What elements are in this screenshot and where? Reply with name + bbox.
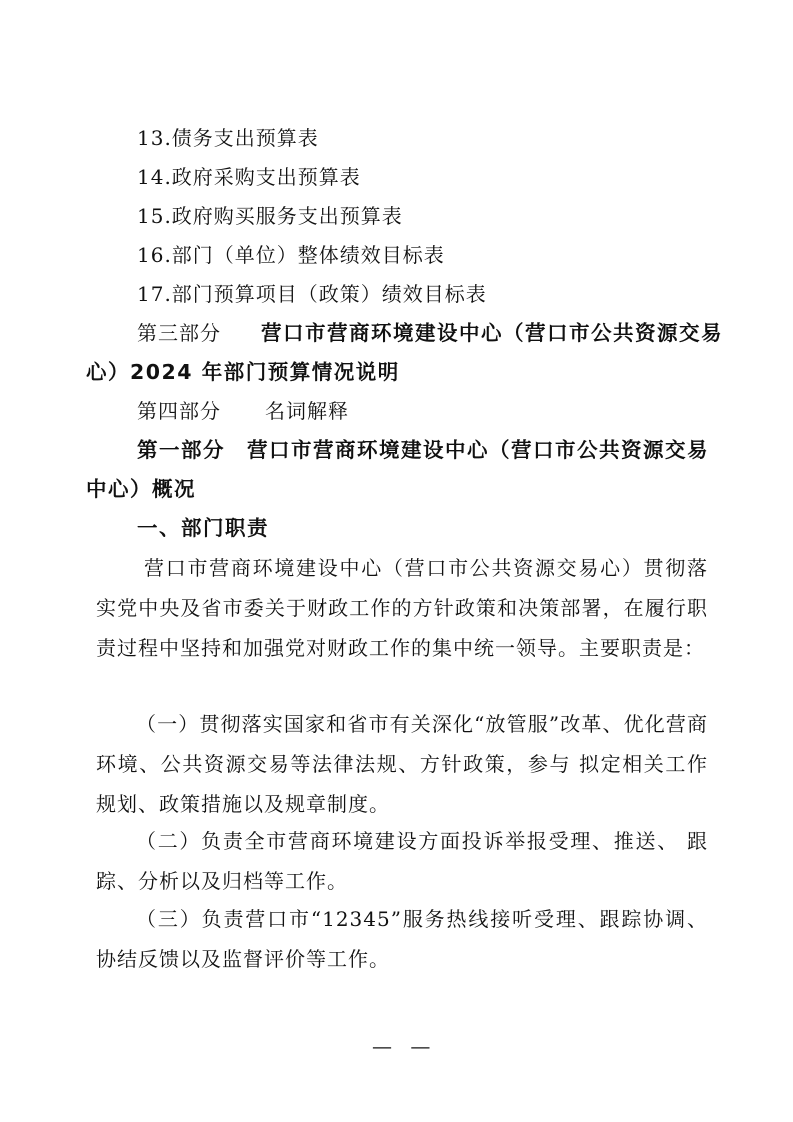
toc-item-16: 16.部门（单位）整体绩效目标表	[137, 243, 445, 267]
toc-part3-label: 第三部分	[137, 321, 221, 345]
toc-part3	[137, 321, 723, 345]
toc-item-15: 15.政府购买服务支出预算表	[137, 204, 403, 228]
toc-part3-title-line1: 营口市营商环境建设中心（营口市公共资源交易	[261, 321, 723, 345]
section1-heading-line2: 中心）概况	[86, 477, 196, 501]
duty-item-1: （一）贯彻落实国家和省市有关深化“放管服”改革、优化营商环境、公共资源交易等法律法规、方针政策，参与 拟定相关工作规划、政策措施以及规章制度。	[96, 712, 708, 816]
toc-part4-title: 名词解释	[265, 399, 349, 423]
toc-item-13: 13.债务支出预算表	[137, 126, 319, 150]
toc-part4	[137, 399, 349, 423]
section1-subheading: 一、部门职责	[137, 516, 269, 540]
duty-item-3: （三）负责营口市“12345”服务热线接听受理、跟踪协调、协结反馈以及监督评价等工作。	[96, 907, 708, 971]
toc-item-14: 14.政府采购支出预算表	[137, 165, 361, 189]
toc-part4-label: 第四部分	[137, 399, 221, 423]
section1-intro-paragraph: 营口市营商环境建设中心（营口市公共资源交易心）贯彻落实党中央及省市委关于财政工作的方针政策和决策部署，在履行职责过程中坚持和加强党对财政工作的集中统一领导。主要职责是：	[96, 556, 708, 660]
section1-heading-line1: 第一部分 营口市营商环境建设中心（营口市公共资源交易	[137, 438, 709, 462]
page-number-marker: — —	[372, 1034, 437, 1058]
toc-part3-title-line2: 心）2024 年部门预算情况说明	[86, 360, 400, 384]
duty-item-2: （二）负责全市营商环境建设方面投诉举报受理、推送、 跟踪、分析以及归档等工作。	[96, 829, 708, 893]
toc-item-17: 17.部门预算项目（政策）绩效目标表	[137, 282, 487, 306]
